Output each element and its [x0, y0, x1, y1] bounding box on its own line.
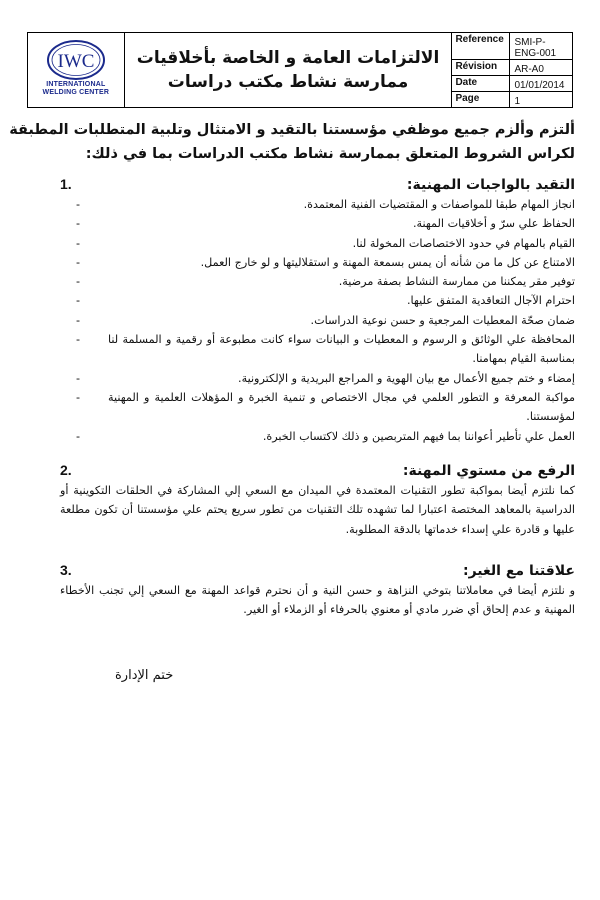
bullet-dash-icon: -	[75, 390, 80, 404]
list-item-text: المحافظة علي الوثائق و الرسوم و المعطيات و البيانات سواء كانت مطبوعة أو رقمية و المسلمة لنا بمناسبة القيام بمهامنا.	[108, 333, 575, 366]
bullet-dash-icon: -	[75, 313, 80, 327]
list-item	[60, 214, 575, 233]
section-number: 3.	[60, 562, 72, 578]
meta-value: 01/01/2014	[514, 80, 565, 91]
meta-label: Date	[452, 76, 510, 91]
list-item	[60, 427, 575, 446]
list-item	[60, 311, 575, 330]
logo	[28, 33, 125, 107]
meta-label: Reference	[452, 33, 510, 59]
section-number: 2.	[60, 462, 72, 478]
section-number: 1.	[60, 176, 72, 192]
meta-row-page	[452, 92, 572, 107]
list-item-text: توفير مقر يمكننا من ممارسة النشاط بصفة مرضية.	[338, 275, 575, 289]
meta-row-revision	[452, 60, 572, 76]
section-title: التقيد بالواجبات المهنية:	[406, 177, 575, 193]
meta-row-date	[452, 76, 572, 92]
list-item	[60, 291, 575, 310]
list-item	[60, 234, 575, 253]
list-item-text: الحفاظ علي سرّ و أخلاقيات المهنة.	[412, 217, 575, 231]
list-item-text: القيام بالمهام في حدود الاختصاصات المخولة لنا.	[352, 236, 575, 250]
list-item	[60, 195, 575, 214]
section-title: علاقتنا مع الغير:	[462, 563, 575, 579]
section-professional-duties	[60, 176, 575, 446]
meta-value: AR-A0	[514, 64, 544, 75]
bullet-dash-icon: -	[75, 198, 80, 211]
bullet-dash-icon: -	[75, 371, 80, 385]
list-item-text: ضمان صحّة المعطيات المرجعية و حسن نوعية الدراسات.	[310, 313, 575, 327]
list-item	[60, 369, 575, 388]
list-item-text: العمل علي تأطير أعواننا بما فيهم المتربصين و ذلك لاكتساب الخبرة.	[262, 429, 575, 443]
list-item-text: احترام الآجال التعاقدية المتفق عليها.	[406, 294, 575, 308]
list-item	[60, 253, 575, 272]
section-title: الرفع من مستوي المهنة:	[402, 463, 575, 479]
meta-label: Révision	[452, 60, 510, 75]
bullet-dash-icon: -	[75, 429, 80, 443]
administration-stamp-label: ختم الإدارة	[115, 668, 174, 683]
meta-value: SMI-P-ENG-001	[514, 37, 557, 59]
meta-row-reference	[452, 33, 572, 60]
bullet-dash-icon: -	[75, 217, 80, 231]
list-item	[60, 330, 575, 369]
bullet-dash-icon: -	[75, 236, 80, 250]
section-heading	[60, 562, 575, 579]
iwc-logo-icon	[46, 39, 106, 81]
list-item-text: الامتناع عن كل ما من شأنه أن يمس بسمعة المهنة و استقلاليتها و لو خارج العمل.	[200, 255, 575, 269]
duties-list	[60, 195, 575, 446]
intro-statement	[9, 118, 575, 166]
bullet-dash-icon: -	[75, 275, 80, 289]
logo-text-line-1: INTERNATIONAL	[46, 81, 106, 88]
list-item	[60, 388, 575, 427]
list-item-text: إمضاء و ختم جميع الأعمال مع بيان الهوية و المراجع البريدية و الإلكترونية.	[238, 371, 575, 385]
list-item-text: مواكبة المعرفة و التطور العلمي في مجال الاختصاص و تنمية الخبرة و المؤهلات العلمية و المهنية لمؤسستنا.	[108, 390, 575, 424]
intro-line: لكراس الشروط المتعلق بممارسة نشاط مكتب الدراسات بما في ذلك:	[85, 146, 575, 162]
section-heading	[60, 176, 575, 193]
meta-value: 1	[514, 96, 520, 107]
document-header	[27, 32, 573, 108]
list-item-text: انجاز المهام طبقا للمواصفات و المقتضيات الفنية المعتمدة.	[303, 198, 575, 211]
bullet-dash-icon: -	[75, 294, 80, 308]
document-title-line-1: الالتزامات العامة و الخاصة بأخلاقيات	[136, 48, 440, 68]
section-paragraph: و نلتزم أيضا في معاملاتنا بتوخي النزاهة و حسن النية و أن نحترم قواعد المهنة مع السعي إلي تجنب الأخطاء المهنية و عدم إلحاق أي ضرر مادي أو معنوي بالحرفاء أو الزملاء أو الغير.	[60, 584, 575, 617]
section-heading	[60, 462, 575, 479]
document-title-line-2: ممارسة نشاط مكتب دراسات	[167, 72, 409, 92]
intro-line: ألتزم وألزم جميع موظفي مؤسستنا بالتقيد و الامتثال وتلبية المتطلبات المطبقة	[9, 122, 575, 138]
bullet-dash-icon: -	[75, 255, 80, 269]
meta-label: Page	[452, 92, 510, 107]
section-paragraph: كما نلتزم أيضا بمواكبة تطور التقنيات المعتمدة في الميدان مع السعي إلي المشاركة في الحلقات التكوينية أو الدراسية بالمعاهد المختصة اعتبارا لما تشهده تلك التقنيات من تطور سريع يحتم علي مؤسستنا أن تكون مطلعة عليها و قادرة علي إسداء خدماتها بالدقة المطلوبة.	[60, 484, 575, 536]
document-title	[125, 33, 453, 107]
list-item	[60, 272, 575, 291]
svg-text:IWC: IWC	[57, 51, 95, 72]
logo-text-line-2: WELDING CENTER	[42, 89, 110, 96]
section-third-party-relations	[60, 562, 575, 620]
document-meta-table	[452, 33, 572, 107]
bullet-dash-icon: -	[75, 333, 80, 347]
section-raise-profession	[60, 462, 575, 539]
